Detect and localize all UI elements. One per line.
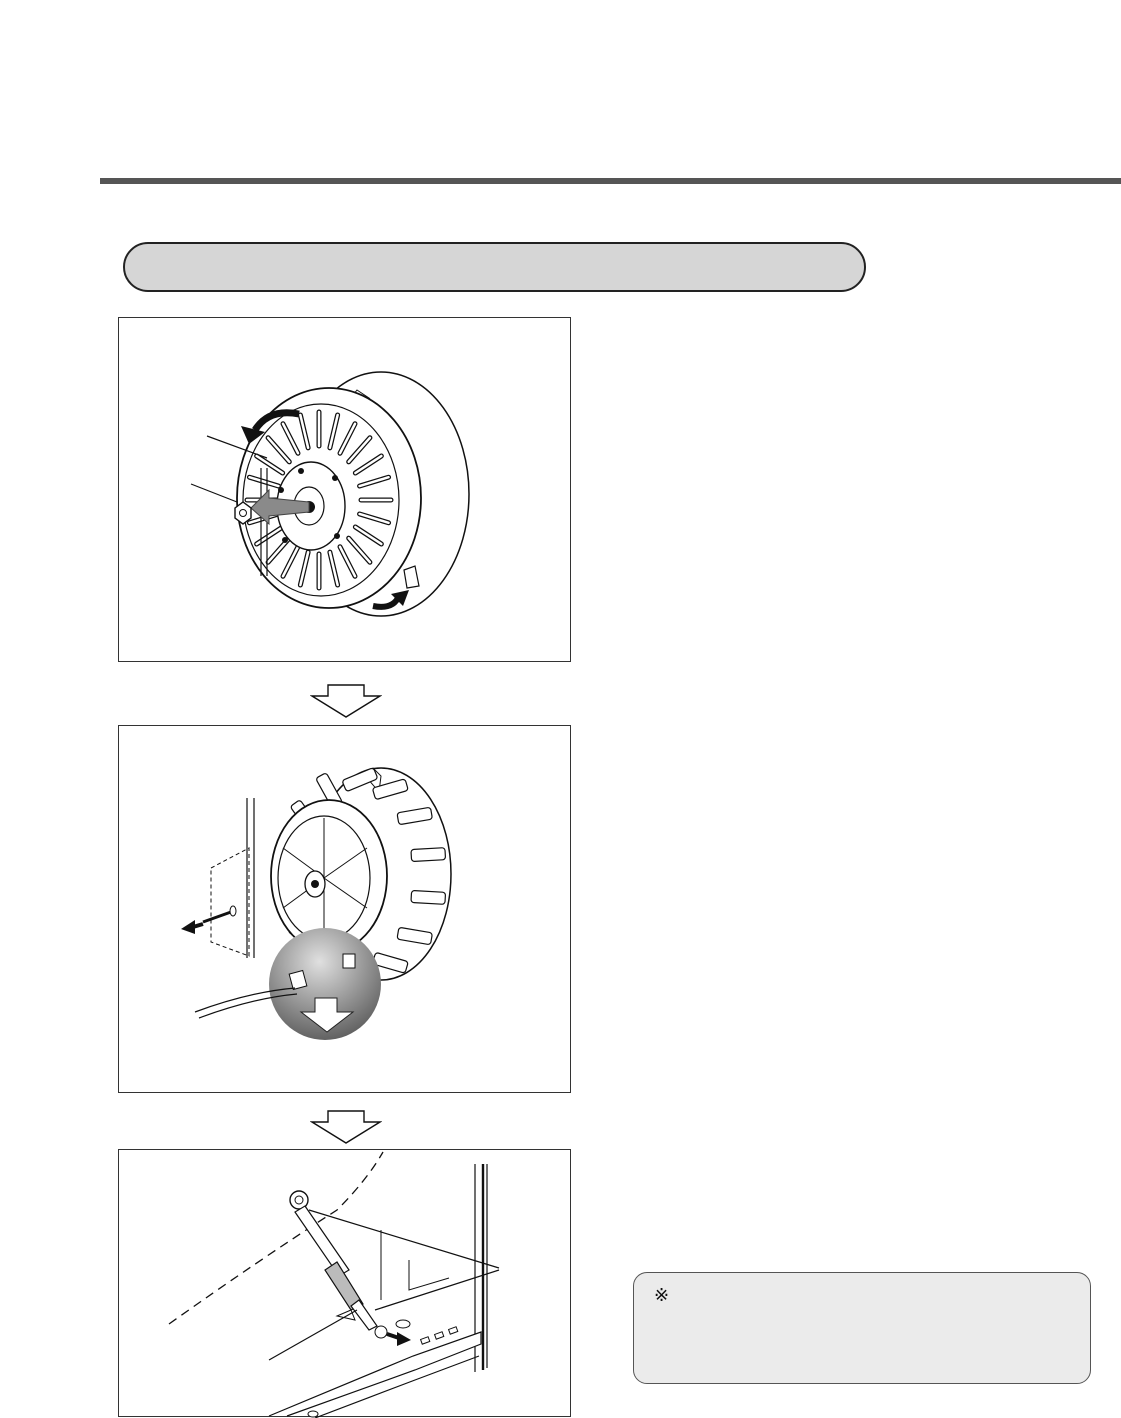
figure-stator-removal: [118, 725, 571, 1093]
bolt-icon: [181, 906, 236, 934]
figure-rotor-removal: [118, 317, 571, 662]
stator-tooth: [411, 890, 446, 904]
damper-illustration: [119, 1150, 572, 1418]
down-arrow-icon: [310, 684, 382, 718]
figure-damper-removal: [118, 1149, 571, 1417]
section-heading: [123, 242, 866, 292]
note-box: [633, 1272, 1091, 1384]
stator-tooth: [411, 848, 446, 862]
note-symbol: ※: [654, 1285, 670, 1306]
rotor-illustration: [119, 318, 572, 663]
damper-icon: [290, 1191, 411, 1346]
stator-illustration: [119, 726, 572, 1094]
down-arrow-icon: [310, 1110, 382, 1144]
header-rule: [100, 178, 1121, 184]
